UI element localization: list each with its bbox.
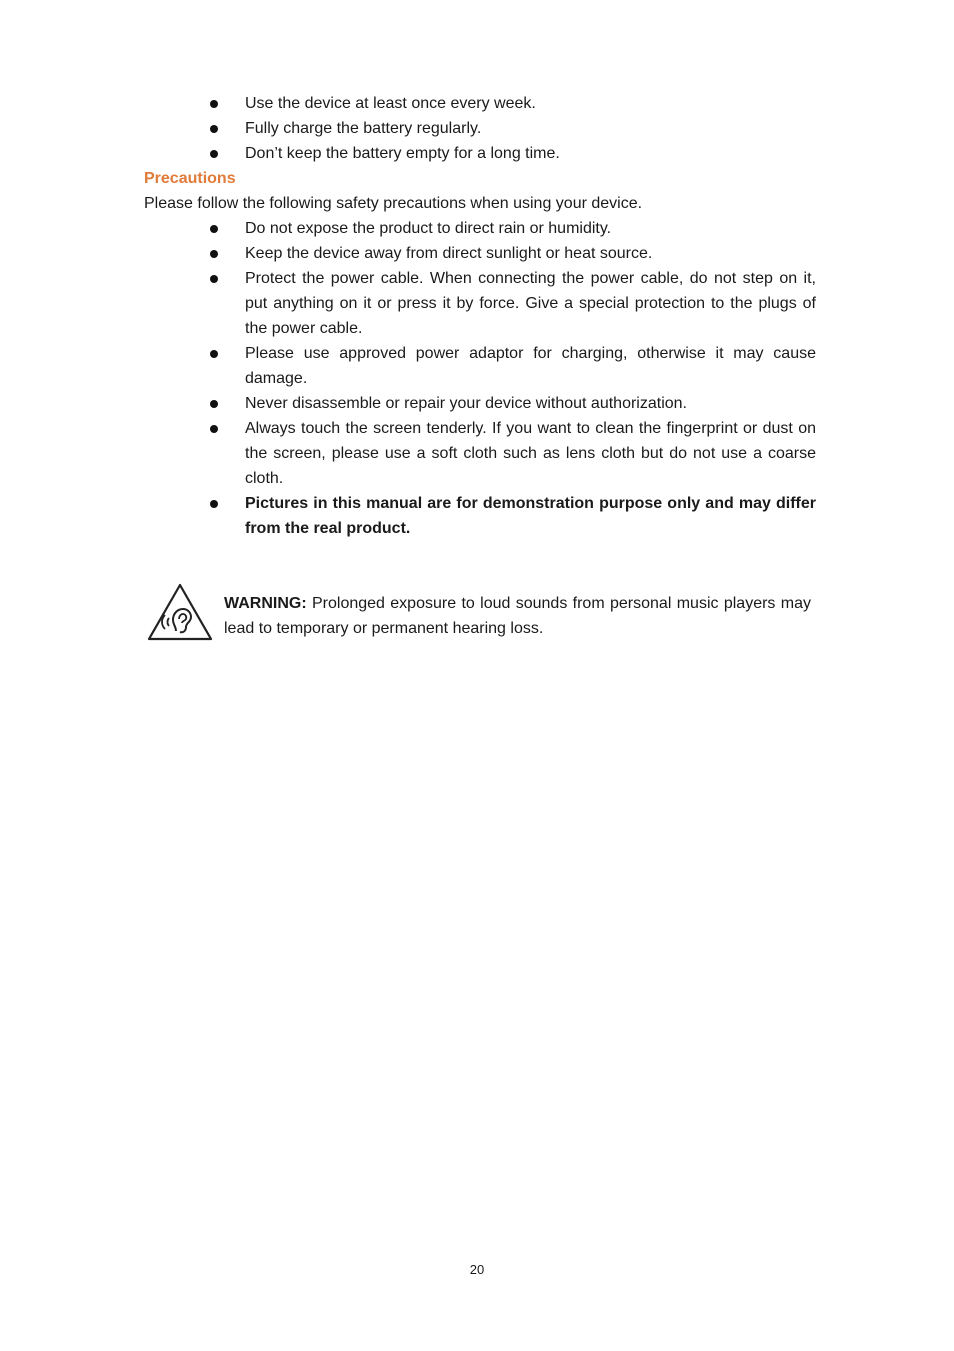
list-item: [210, 241, 816, 266]
precaution-text: Always touch the screen tenderly. If you want to clean the fingerprint or dust on the screen, please use a soft cloth such as lens cloth but do not use a coarse cloth.: [245, 420, 816, 487]
bullet-icon: [210, 400, 218, 408]
precaution-text: Keep the device away from direct sunlight or heat source.: [245, 245, 653, 262]
bullet-icon: [210, 100, 218, 108]
page-number: 20: [469, 1262, 485, 1277]
bullet-icon: [210, 275, 218, 283]
list-item: [210, 216, 816, 241]
hearing-loss-warning-icon: [146, 582, 214, 642]
warning-label: WARNING:: [224, 595, 307, 612]
list-item: [210, 266, 816, 341]
list-item: [210, 391, 816, 416]
warning-text: [224, 591, 811, 641]
battery-tip-text: Don’t keep the battery empty for a long time.: [245, 145, 560, 162]
bullet-icon: [210, 150, 218, 158]
battery-tip-text: Use the device at least once every week.: [245, 95, 536, 112]
list-item: [210, 141, 816, 166]
list-item: [210, 491, 816, 541]
list-item: [210, 341, 816, 391]
bullet-icon: [210, 225, 218, 233]
bullet-icon: [210, 125, 218, 133]
bullet-icon: [210, 250, 218, 258]
list-item: [210, 116, 816, 141]
precautions-heading: Precautions: [144, 170, 236, 187]
precautions-list: [210, 216, 816, 541]
precaution-text: Pictures in this manual are for demonstration purpose only and may differ from the real product.: [245, 495, 816, 537]
precaution-text: Please use approved power adaptor for charging, otherwise it may cause damage.: [245, 345, 816, 387]
precaution-text: Never disassemble or repair your device without authorization.: [245, 395, 687, 412]
battery-tips-list: [210, 91, 816, 166]
list-item: [210, 416, 816, 491]
battery-tip-text: Fully charge the battery regularly.: [245, 120, 482, 137]
precaution-text: Protect the power cable. When connecting the power cable, do not step on it, put anything on it or press it by force. Give a special protection to the plugs of the power cable.: [245, 270, 816, 337]
bullet-icon: [210, 350, 218, 358]
bullet-icon: [210, 425, 218, 433]
precaution-text: Do not expose the product to direct rain or humidity.: [245, 220, 612, 237]
warning-body: Prolonged exposure to loud sounds from personal music players may lead to temporary or permanent hearing loss.: [224, 595, 811, 637]
list-item: [210, 91, 816, 116]
precautions-intro: Please follow the following safety precautions when using your device.: [144, 195, 643, 212]
bullet-icon: [210, 500, 218, 508]
